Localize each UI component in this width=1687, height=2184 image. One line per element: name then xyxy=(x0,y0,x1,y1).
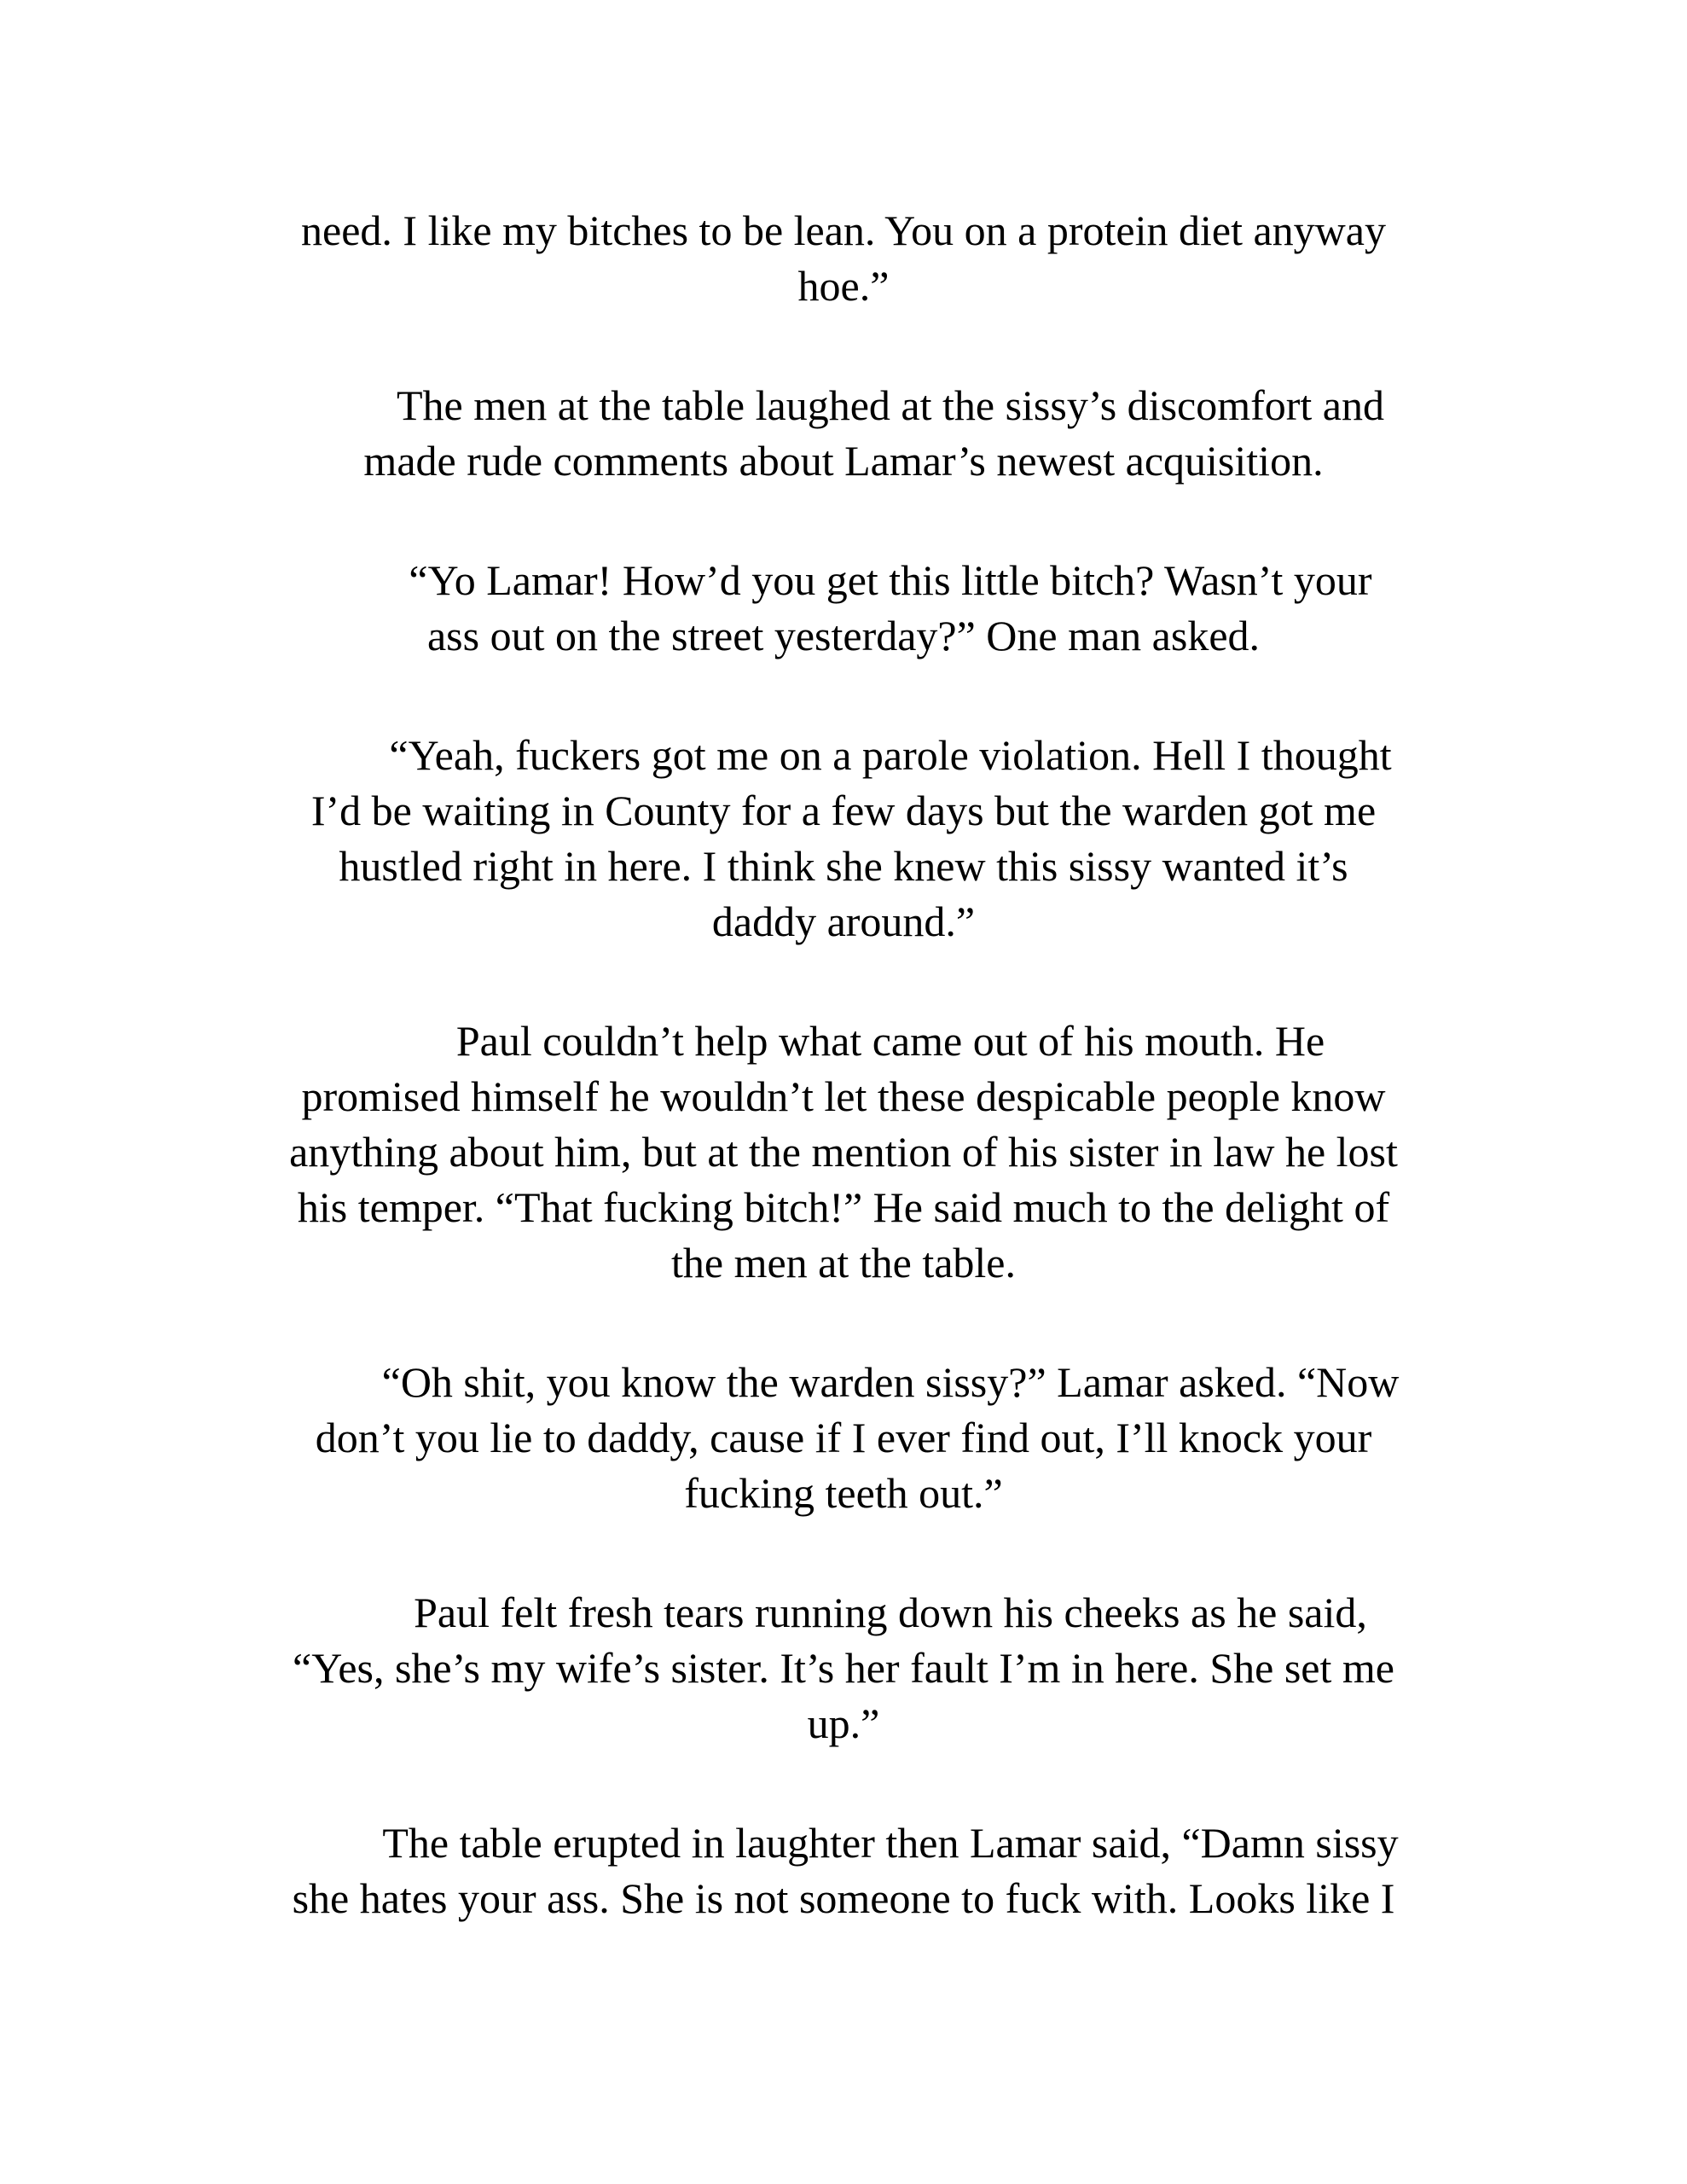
text-line: need. I like my bitches to be lean. You on a protein diet anyway xyxy=(301,206,1386,254)
text-line: anything about him, but at the mention of his sister in law he lost xyxy=(289,1128,1398,1176)
text-line: Paul felt fresh tears running down his cheeks as he said, xyxy=(414,1589,1367,1636)
text-line: “Yeah, fuckers got me on a parole violation. Hell I thought xyxy=(389,731,1392,779)
text-line: “Yo Lamar! How’d you get this little bitch? Wasn’t your xyxy=(409,556,1372,604)
text-line: she hates your ass. She is not someone to fuck with. Looks like I xyxy=(292,1874,1395,1922)
paragraph xyxy=(153,1585,1534,1751)
paragraph xyxy=(153,728,1534,950)
text-line: promised himself he wouldn’t let these despicable people know xyxy=(301,1072,1386,1120)
text-block xyxy=(153,0,1534,1926)
text-line: I’d be waiting in County for a few days but the warden got me xyxy=(310,787,1377,834)
text-line: hustled right in here. I think she knew this sissy wanted it’s xyxy=(339,842,1348,890)
paragraph xyxy=(153,1815,1534,1926)
text-line: up.” xyxy=(807,1699,880,1747)
text-line: his temper. “That fucking bitch!” He said much to the delight of xyxy=(297,1183,1390,1231)
paragraph xyxy=(153,1014,1534,1291)
text-line: “Oh shit, you know the warden sissy?” Lamar asked. “Now xyxy=(381,1358,1400,1406)
paragraph xyxy=(153,1355,1534,1521)
text-line: hoe.” xyxy=(797,262,890,310)
text-line: made rude comments about Lamar’s newest acquisition. xyxy=(363,437,1324,485)
text-line: ass out on the street yesterday?” One man asked. xyxy=(426,612,1261,659)
text-line: the men at the table. xyxy=(670,1239,1016,1287)
text-line: The men at the table laughed at the sissy’s discomfort and xyxy=(396,381,1385,429)
text-line: “Yes, she’s my wife’s sister. It’s her fault I’m in here. She set me xyxy=(293,1644,1394,1692)
paragraph xyxy=(153,553,1534,664)
paragraph xyxy=(153,203,1534,314)
paragraph xyxy=(153,378,1534,489)
text-line: The table erupted in laughter then Lamar said, “Damn sissy xyxy=(382,1819,1399,1867)
text-line: fucking teeth out.” xyxy=(684,1469,1003,1517)
text-line: don’t you lie to daddy, cause if I ever find out, I’ll knock your xyxy=(315,1414,1372,1461)
text-line: daddy around.” xyxy=(711,897,976,945)
text-line: Paul couldn’t help what came out of his mouth. He xyxy=(455,1017,1325,1065)
